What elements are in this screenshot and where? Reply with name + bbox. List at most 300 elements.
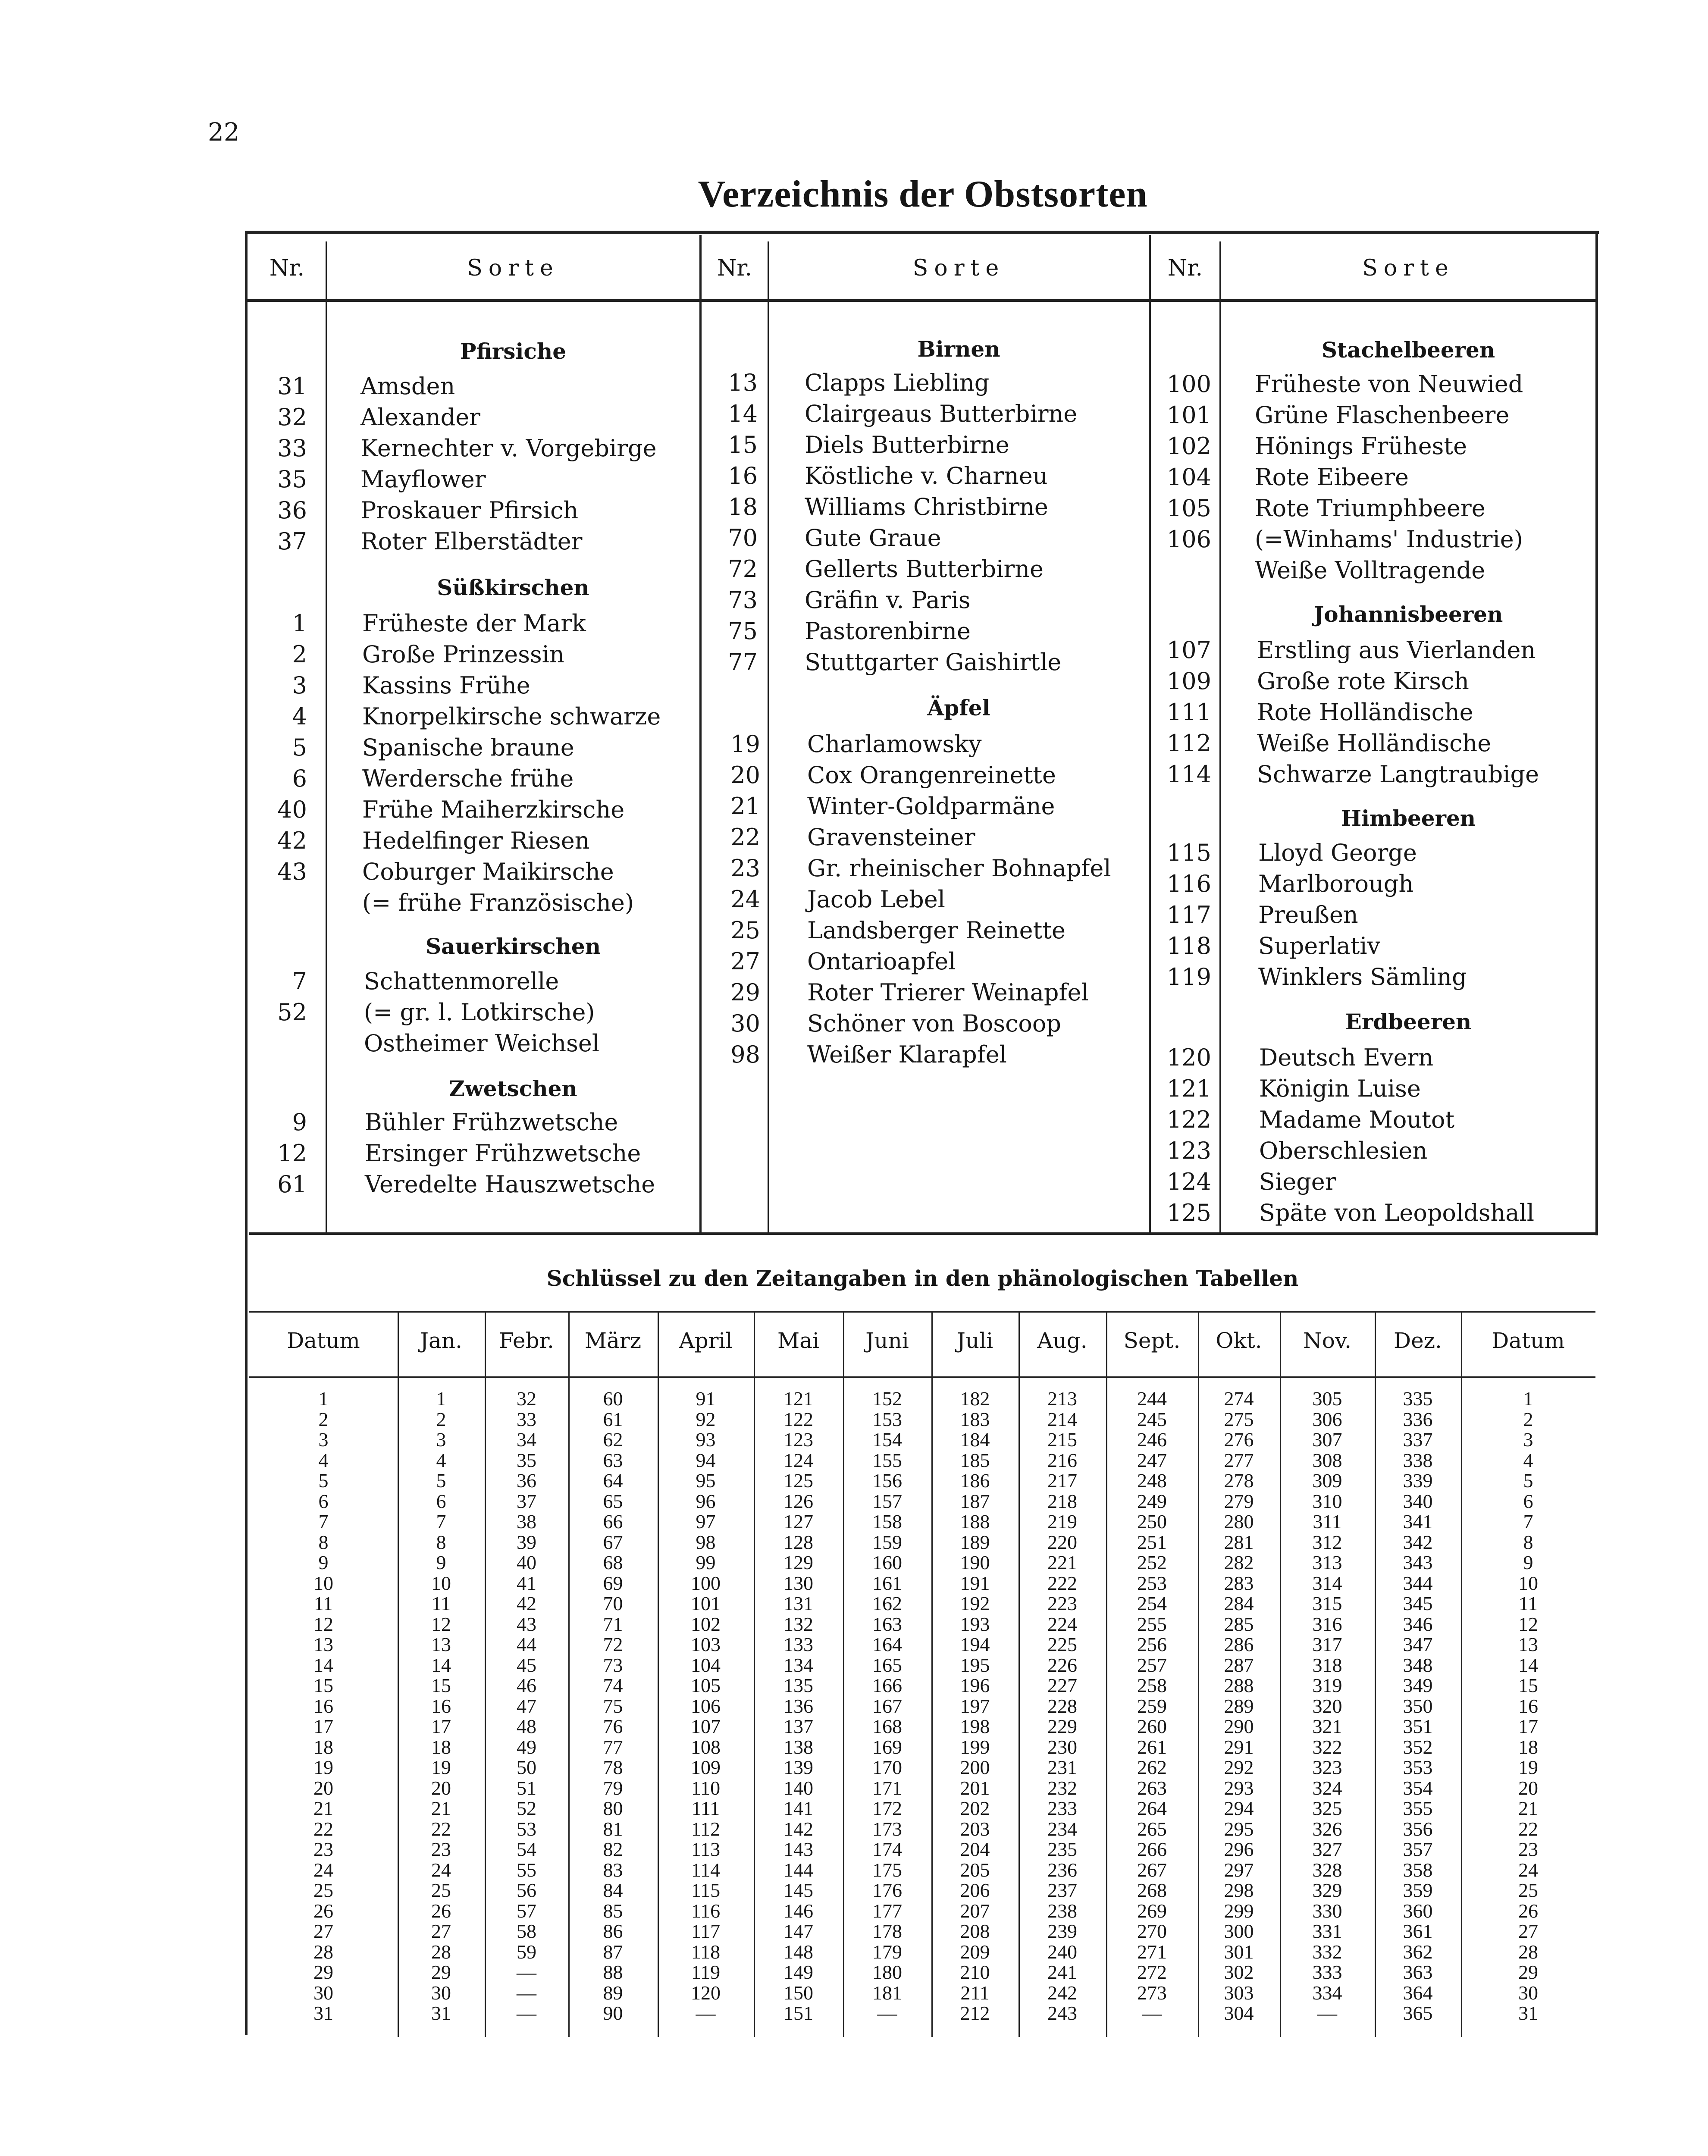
key-cell: 78 [603,1756,623,1778]
category-heading: Sauerkirschen [425,934,601,959]
key-cell: 26 [313,1899,333,1922]
key-cell: 90 [603,2002,623,2024]
key-month-column [568,1388,658,2024]
category-heading: Äpfel [927,695,990,721]
key-cell: 117 [691,1920,721,1942]
key-month-column [485,1388,568,2024]
key-cell: 286 [1224,1633,1254,1655]
key-cell: 292 [1224,1756,1254,1778]
name-column-2b: Charlamowsky Cox Orangenreinette Winter-Goldparmäne Gravensteiner Gr. rheinischer Bohnapfel Jacob Lebel Landsberger Reinette Ontarioapfel Roter Trierer Weinapfel Schöner von Boscoop Weißer Klarapfel [807,730,1111,1068]
key-header-cell: März [584,1328,642,1353]
key-cell: 93 [696,1429,716,1451]
category-heading: Süßkirschen [437,575,589,600]
key-cell: 60 [603,1388,623,1410]
key-cell: 219 [1047,1510,1077,1532]
key-cell: 23 [431,1838,451,1860]
key-cell: 39 [517,1531,536,1553]
key-cell: 278 [1224,1470,1254,1492]
key-cell: 337 [1403,1429,1433,1451]
key-cell: 3 [1523,1429,1533,1451]
key-cell: 143 [783,1838,813,1860]
key-cell: 223 [1047,1592,1077,1614]
key-cell: 14 [431,1654,451,1676]
key-cell: 257 [1137,1654,1167,1676]
key-cell: — [1317,2002,1337,2024]
name-column-1d: Bühler Frühzwetsche Ersinger Frühzwetsche Veredelte Hauszwetsche [365,1109,655,1198]
category-heading: Himbeeren [1341,805,1476,831]
nr-column-3c: 115 116 117 118 119 [1166,839,1211,990]
key-cell: 182 [960,1388,990,1410]
key-date-column [249,1388,398,2024]
key-cell: 298 [1224,1879,1254,1901]
key-cell: 17 [313,1715,333,1737]
key-cell: 168 [872,1715,902,1737]
key-cell: 137 [783,1715,813,1737]
nr-column-3a: 100 101 102 104 105 106 [1166,370,1211,553]
key-cell: 113 [691,1838,721,1860]
key-cell: 108 [691,1736,721,1758]
key-cell: 308 [1312,1449,1342,1471]
key-cell: 84 [603,1879,623,1901]
key-cell: 5 [436,1470,446,1492]
key-cell: 14 [1518,1654,1538,1676]
key-cell: 29 [431,1961,451,1983]
key-month-column [1280,1388,1375,2024]
key-cell: 360 [1403,1899,1433,1922]
key-cell: 23 [1518,1838,1538,1860]
key-cell: 1 [1523,1388,1533,1410]
key-cell: 261 [1137,1736,1167,1758]
key-cell: 186 [960,1470,990,1492]
key-cell: 151 [783,2002,813,2024]
key-cell: 152 [872,1388,902,1410]
key-cell: 315 [1312,1592,1342,1614]
key-cell: 272 [1137,1961,1167,1983]
key-cell: 53 [517,1818,536,1840]
key-cell: 29 [1518,1961,1538,1983]
key-cell: 183 [960,1408,990,1430]
key-cell: 4 [436,1449,446,1471]
key-cell: 214 [1047,1408,1077,1430]
key-cell: 304 [1224,2002,1254,2024]
key-cell: 61 [603,1408,623,1430]
key-cell: 309 [1312,1470,1342,1492]
key-cell: 329 [1312,1879,1342,1901]
key-cell: 345 [1403,1592,1433,1614]
key-cell: 328 [1312,1858,1342,1881]
table-top-rule [245,231,1599,234]
key-cell: 24 [1518,1858,1538,1881]
key-cell: 200 [960,1756,990,1778]
key-cell: 204 [960,1838,990,1860]
key-cell: 234 [1047,1818,1077,1840]
key-cell: 105 [691,1674,721,1696]
key-header-cell: Okt. [1216,1328,1262,1353]
key-cell: 305 [1312,1388,1342,1410]
key-cell: 167 [872,1695,902,1717]
key-cell: 20 [313,1777,333,1799]
key-cell: 132 [783,1613,813,1635]
key-cell: 320 [1312,1695,1342,1717]
key-cell: 156 [872,1470,902,1492]
key-cell: 150 [783,1981,813,2004]
key-cell: 27 [313,1920,333,1942]
key-cell: 194 [960,1633,990,1655]
key-cell: 333 [1312,1961,1342,1983]
name-column-2a: Clapps Liebling Clairgeaus Butterbirne Diels Butterbirne Köstliche v. Charneu Williams Christbirne Gute Graue Gellerts Butterbirne Gräfin v. Paris Pastorenbirne Stuttgarter Gaishirtle [805,369,1078,676]
key-cell: 173 [872,1818,902,1840]
key-cell: 339 [1403,1470,1433,1492]
category-heading: Birnen [917,336,1000,362]
key-cell: 7 [1523,1510,1533,1532]
key-cell: 303 [1224,1981,1254,2004]
key-cell: 149 [783,1961,813,1983]
key-cell: 8 [1523,1531,1533,1553]
key-cell: 277 [1224,1449,1254,1471]
key-cell: 252 [1137,1551,1167,1573]
key-cell: 6 [1523,1490,1533,1512]
key-cell: 353 [1403,1756,1433,1778]
key-cell: 12 [313,1613,333,1635]
key-cell: 238 [1047,1899,1077,1922]
key-cell: 241 [1047,1961,1077,1983]
key-header-cell: Jan. [420,1328,462,1353]
key-cell: 188 [960,1510,990,1532]
key-cell: 357 [1403,1838,1433,1860]
key-cell: 91 [696,1388,716,1410]
key-cell: 55 [517,1858,536,1881]
key-cell: 287 [1224,1654,1254,1676]
key-cell: 95 [696,1470,716,1492]
key-cell: 144 [783,1858,813,1881]
key-cell: 319 [1312,1674,1342,1696]
key-cell: 279 [1224,1490,1254,1512]
key-cell: 199 [960,1736,990,1758]
key-cell: 228 [1047,1695,1077,1717]
key-cell: 5 [318,1470,329,1492]
key-cell: 227 [1047,1674,1077,1696]
key-cell: 295 [1224,1818,1254,1840]
key-cell: 111 [691,1797,720,1819]
category-heading: Zwetschen [449,1076,577,1101]
nr-column-1c: 7 52 [277,968,307,1026]
key-cell: 76 [603,1715,623,1737]
nr-column-2a: 13 14 15 16 18 70 72 73 75 77 [728,369,758,676]
key-cell: 64 [603,1470,623,1492]
key-cell: 283 [1224,1572,1254,1594]
key-cell: 19 [313,1756,333,1778]
key-cell: 104 [691,1654,721,1676]
upper-bottom-rule [249,1232,1598,1235]
key-cell: 316 [1312,1613,1342,1635]
key-cell: 13 [1518,1633,1538,1655]
key-cell: 82 [603,1838,623,1860]
key-cell: 358 [1403,1858,1433,1881]
key-cell: 11 [1518,1592,1538,1614]
key-cell: 14 [313,1654,333,1676]
key-cell: 307 [1312,1429,1342,1451]
key-cell: 10 [431,1572,451,1594]
key-cell: 125 [783,1470,813,1492]
key-cell: 102 [691,1613,721,1635]
key-cell: 63 [603,1449,623,1471]
key-header-rule [249,1376,1595,1378]
key-cell: — [877,2002,897,2024]
key-cell: 318 [1312,1654,1342,1676]
key-cell: 80 [603,1797,623,1819]
key-cell: 197 [960,1695,990,1717]
header-sorte-3: Sorte [1362,255,1454,281]
key-cell: 162 [872,1592,902,1614]
key-cell: 99 [696,1551,716,1573]
key-cell: 9 [318,1551,329,1573]
key-cell: 338 [1403,1449,1433,1471]
key-cell: 210 [960,1961,990,1983]
key-cell: 96 [696,1490,716,1512]
key-cell: 212 [960,2002,990,2024]
header-nr-1: Nr. [269,255,305,281]
key-cell: 322 [1312,1736,1342,1758]
key-cell: 160 [872,1551,902,1573]
table-right-rule [1595,231,1598,1235]
key-cell: 101 [691,1592,721,1614]
key-cell: 190 [960,1551,990,1573]
key-cell: 349 [1403,1674,1433,1696]
key-cell: 11 [313,1592,333,1614]
key-cell: 265 [1137,1818,1167,1840]
key-cell: 363 [1403,1961,1433,1983]
key-cell: 65 [603,1490,623,1512]
key-cell: 37 [517,1490,536,1512]
key-cell: 300 [1224,1920,1254,1942]
key-cell: 146 [783,1899,813,1922]
key-cell: 4 [318,1449,329,1471]
key-cell: 285 [1224,1613,1254,1635]
name-column-3c: Lloyd George Marlborough Preußen Superlativ Winklers Sämling [1258,839,1467,990]
key-cell: 86 [603,1920,623,1942]
key-cell: — [517,1961,536,1983]
key-cell: 36 [517,1470,536,1492]
key-cell: 12 [1518,1613,1538,1635]
key-date-column [1461,1388,1595,2024]
key-cell: 157 [872,1490,902,1512]
key-cell: 245 [1137,1408,1167,1430]
key-cell: 253 [1137,1572,1167,1594]
key-cell: 67 [603,1531,623,1553]
name-column-3d: Deutsch Evern Königin Luise Madame Moutot Oberschlesien Sieger Späte von Leopoldshall [1259,1044,1535,1226]
key-cell: 224 [1047,1613,1077,1635]
key-cell: 313 [1312,1551,1342,1573]
key-cell: 3 [318,1429,329,1451]
key-cell: 145 [783,1879,813,1901]
key-cell: 15 [1518,1674,1538,1696]
key-cell: 341 [1403,1510,1433,1532]
key-month-column [1375,1388,1461,2024]
name-column-1a: Amsden Alexander Kernechter v. Vorgebirge Mayflower Proskauer Pfirsich Roter Elberstädter [360,373,657,555]
key-cell: 324 [1312,1777,1342,1799]
col-sep-3a [1219,241,1221,1233]
page-title: Verzeichnis der Obstsorten [698,173,1148,215]
key-cell: 31 [313,2002,333,2024]
key-cell: 248 [1137,1470,1167,1492]
header-sorte-2: Sorte [912,255,1005,281]
key-cell: 119 [691,1961,721,1983]
key-cell: 1 [318,1388,329,1410]
key-cell: 165 [872,1654,902,1676]
key-cell: 35 [517,1449,536,1471]
key-cell: 2 [436,1408,446,1430]
key-cell: 235 [1047,1838,1077,1860]
key-cell: 296 [1224,1838,1254,1860]
key-cell: 85 [603,1899,623,1922]
name-column-3b: Erstling aus Vierlanden Große rote Kirsch Rote Holländische Weiße Holländische Schwarze Langtraubige [1257,636,1539,788]
key-cell: 229 [1047,1715,1077,1737]
key-cell: 48 [517,1715,536,1737]
key-cell: 88 [603,1961,623,1983]
key-cell: 243 [1047,2002,1077,2024]
key-cell: 294 [1224,1797,1254,1819]
key-cell: 347 [1403,1633,1433,1655]
key-cell: 159 [872,1531,902,1553]
key-cell: 166 [872,1674,902,1696]
key-cell: 13 [431,1633,451,1655]
key-cell: 332 [1312,1940,1342,1963]
key-cell: 196 [960,1674,990,1696]
key-cell: 202 [960,1797,990,1819]
key-cell: 18 [313,1736,333,1758]
key-cell: 126 [783,1490,813,1512]
key-cell: 359 [1403,1879,1433,1901]
nr-column-3b: 107 109 111 112 114 [1166,636,1211,788]
key-cell: 321 [1312,1715,1342,1737]
key-cell: 41 [517,1572,536,1594]
key-cell: 326 [1312,1818,1342,1840]
key-cell: 205 [960,1858,990,1881]
key-cell: 239 [1047,1920,1077,1942]
key-cell: 16 [431,1695,451,1717]
page-number: 22 [208,117,240,147]
key-cell: 138 [783,1736,813,1758]
key-cell: 269 [1137,1899,1167,1922]
key-cell: 293 [1224,1777,1254,1799]
key-cell: 346 [1403,1613,1433,1635]
key-cell: 38 [517,1510,536,1532]
key-header-cell: Mai [777,1328,819,1353]
key-cell: 325 [1312,1797,1342,1819]
key-cell: 240 [1047,1940,1077,1963]
key-cell: 185 [960,1449,990,1471]
key-cell: — [696,2002,716,2024]
key-cell: 179 [872,1940,902,1963]
key-cell: 302 [1224,1961,1254,1983]
key-cell: 267 [1137,1858,1167,1881]
key-cell: 342 [1403,1531,1433,1553]
key-cell: 98 [696,1531,716,1553]
key-cell: 258 [1137,1674,1167,1696]
key-cell: — [1142,2002,1162,2024]
key-cell: 17 [1518,1715,1538,1737]
key-cell: 222 [1047,1572,1077,1594]
key-cell: 31 [431,2002,451,2024]
key-cell: 20 [431,1777,451,1799]
key-cell: 218 [1047,1490,1077,1512]
key-cell: 208 [960,1920,990,1942]
key-cell: 198 [960,1715,990,1737]
key-cell: 30 [313,1981,333,2004]
key-cell: 129 [783,1551,813,1573]
key-cell: 260 [1137,1715,1167,1737]
key-header-cell: Nov. [1303,1328,1352,1353]
key-cell: 50 [517,1756,536,1778]
key-cell: 3 [436,1429,446,1451]
key-cell: 74 [603,1674,623,1696]
key-cell: 135 [783,1674,813,1696]
key-cell: 29 [313,1961,333,1983]
key-cell: 211 [960,1981,990,2004]
key-cell: 356 [1403,1818,1433,1840]
key-cell: 288 [1224,1674,1254,1696]
key-cell: 311 [1313,1510,1342,1532]
key-header-cell: Aug. [1037,1328,1087,1353]
key-cell: 225 [1047,1633,1077,1655]
key-cell: 31 [1518,2002,1538,2024]
key-cell: 25 [1518,1879,1538,1901]
key-header-cell: April [679,1328,733,1353]
key-cell: 330 [1312,1899,1342,1922]
key-cell: 122 [783,1408,813,1430]
key-header-cell: Sept. [1123,1328,1181,1353]
key-cell: 120 [691,1981,721,2004]
key-cell: 28 [313,1940,333,1963]
key-table-title: Schlüssel zu den Zeitangaben in den phänologischen Tabellen [546,1266,1299,1291]
key-cell: 25 [431,1879,451,1901]
key-cell: 32 [517,1388,536,1410]
key-cell: 19 [431,1756,451,1778]
key-month-column [658,1388,754,2024]
key-cell: 128 [783,1531,813,1553]
key-cell: 361 [1403,1920,1433,1942]
key-cell: 164 [872,1633,902,1655]
key-cell: 134 [783,1654,813,1676]
key-cell: 327 [1312,1838,1342,1860]
key-cell: 30 [1518,1981,1538,2004]
nr-column-1d: 9 12 61 [277,1109,307,1198]
key-cell: 83 [603,1858,623,1881]
key-cell: 6 [318,1490,329,1512]
key-cell: 16 [313,1695,333,1717]
key-cell: 254 [1137,1592,1167,1614]
key-cell: 33 [517,1408,536,1430]
key-cell: 282 [1224,1551,1254,1573]
key-cell: 220 [1047,1531,1077,1553]
key-cell: 334 [1312,1981,1342,2004]
key-cell: 280 [1224,1510,1254,1532]
key-cell: 71 [603,1613,623,1635]
key-cell: 276 [1224,1429,1254,1451]
key-cell: 27 [1518,1920,1538,1942]
key-cell: 130 [783,1572,813,1594]
key-cell: 70 [603,1592,623,1614]
key-cell: 266 [1137,1838,1167,1860]
key-cell: 161 [872,1572,902,1594]
key-cell: 43 [517,1613,536,1635]
key-cell: 11 [431,1592,451,1614]
key-cell: 264 [1137,1797,1167,1819]
key-cell: 28 [431,1940,451,1963]
key-cell: 133 [783,1633,813,1655]
key-cell: 169 [872,1736,902,1758]
key-cell: 336 [1403,1408,1433,1430]
